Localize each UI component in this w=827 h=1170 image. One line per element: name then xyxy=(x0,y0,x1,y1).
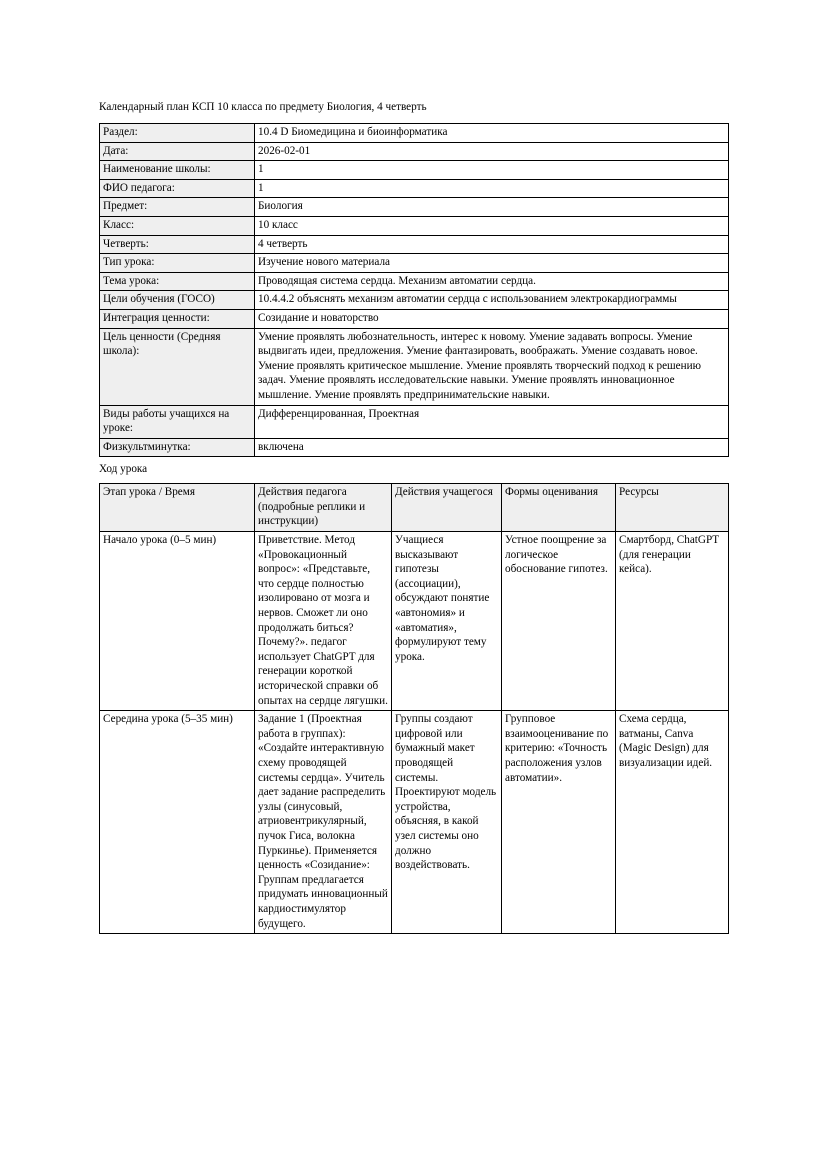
cell-teacher-actions: Задание 1 (Проектная работа в группах): «Создайте интерактивную схему проводящей системы сердца». Учитель дает задание распределить узлы (синусовый, атриовентрикулярный, пучок Гиса, волокна Пуркинье). Применяется ценность «Созидание»: Группам предлагается придумать инновационный кардиостимулятор будущего. xyxy=(255,711,392,934)
document-content xyxy=(99,100,728,934)
cell-assessment: Устное поощрение за логическое обоснование гипотез. xyxy=(502,532,616,711)
info-value: 4 четверть xyxy=(255,235,729,254)
info-label: Раздел: xyxy=(100,124,255,143)
info-label: ФИО педагога: xyxy=(100,179,255,198)
table-row xyxy=(100,161,729,180)
info-value: Биология xyxy=(255,198,729,217)
lesson-info-table xyxy=(99,123,729,457)
info-value: Умение проявлять любознательность, интерес к новому. Умение задавать вопросы. Умение выдвигать идеи, предложения. Умение фантазировать, воображать. Умение создавать новое. Умение проявлять критическое мышление. Умение проявлять творческий подход к решению задач. Умение проявлять исследовательские навыки. Умение проявлять инновационное мышление. Умение проявлять предпринимательские навыки. xyxy=(255,328,729,405)
table-row xyxy=(100,711,729,934)
table-row xyxy=(100,328,729,405)
table-row xyxy=(100,272,729,291)
info-label: Цель ценности (Средняя школа): xyxy=(100,328,255,405)
info-label: Тип урока: xyxy=(100,254,255,273)
table-row xyxy=(100,438,729,457)
column-header-resources: Ресурсы xyxy=(616,484,729,532)
table-row xyxy=(100,216,729,235)
table-row xyxy=(100,291,729,310)
cell-stage: Начало урока (0–5 мин) xyxy=(100,532,255,711)
info-value: Изучение нового материала xyxy=(255,254,729,273)
table-row xyxy=(100,235,729,254)
cell-student-actions: Группы создают цифровой или бумажный макет проводящей системы. Проектируют модель устройства, объясняя, в какой узел системы оно должно воздействовать. xyxy=(392,711,502,934)
info-label: Виды работы учащихся на уроке: xyxy=(100,405,255,438)
table-row xyxy=(100,124,729,143)
page-title: Календарный план КСП 10 класса по предмету Биология, 4 четверть xyxy=(99,101,427,113)
info-value: 10.4 D Биомедицина и биоинформатика xyxy=(255,124,729,143)
info-label: Интеграция ценности: xyxy=(100,309,255,328)
cell-resources: Смартборд, ChatGPT (для генерации кейса). xyxy=(616,532,729,711)
lesson-course-table xyxy=(99,483,729,934)
info-value: Дифференцированная, Проектная xyxy=(255,405,729,438)
cell-student-actions: Учащиеся высказывают гипотезы (ассоциации), обсуждают понятие «автономия» и «автоматия», формулируют тему урока. xyxy=(392,532,502,711)
info-value: Созидание и новаторство xyxy=(255,309,729,328)
info-value: Проводящая система сердца. Механизм автоматии сердца. xyxy=(255,272,729,291)
info-value: 10 класс xyxy=(255,216,729,235)
column-header-stage: Этап урока / Время xyxy=(100,484,255,532)
column-header-assessment: Формы оценивания xyxy=(502,484,616,532)
info-label: Физкультминутка: xyxy=(100,438,255,457)
info-value: 2026-02-01 xyxy=(255,142,729,161)
table-row xyxy=(100,405,729,438)
column-header-teacher-actions: Действия педагога (подробные реплики и инструкции) xyxy=(255,484,392,532)
cell-teacher-actions: Приветствие. Метод «Провокационный вопрос»: «Представьте, что сердце полностью изолировано от мозга и нервов. Сможет ли оно продолжать биться? Почему?». педагог использует ChatGPT для генерации короткой исторической справки об опытах на сердце лягушки. xyxy=(255,532,392,711)
info-value: 1 xyxy=(255,161,729,180)
table-row xyxy=(100,142,729,161)
lesson-info-body xyxy=(100,124,729,457)
info-label: Дата: xyxy=(100,142,255,161)
info-label: Класс: xyxy=(100,216,255,235)
cell-stage: Середина урока (5–35 мин) xyxy=(100,711,255,934)
info-value: включена xyxy=(255,438,729,457)
info-label: Тема урока: xyxy=(100,272,255,291)
table-row xyxy=(100,198,729,217)
table-row xyxy=(100,254,729,273)
info-value: 10.4.4.2 объяснять механизм автоматии сердца с использованием электрокардиограммы xyxy=(255,291,729,310)
info-label: Цели обучения (ГОСО) xyxy=(100,291,255,310)
course-section-label: Ход урока xyxy=(99,463,148,476)
course-table-head xyxy=(100,484,729,532)
column-header-student-actions: Действия учащегося xyxy=(392,484,502,532)
table-header-row xyxy=(100,484,729,532)
table-row xyxy=(100,179,729,198)
table-row xyxy=(100,309,729,328)
info-label: Наименование школы: xyxy=(100,161,255,180)
info-value: 1 xyxy=(255,179,729,198)
cell-resources: Схема сердца, ватманы, Canva (Magic Design) для визуализации идей. xyxy=(616,711,729,934)
info-label: Предмет: xyxy=(100,198,255,217)
table-row xyxy=(100,532,729,711)
cell-assessment: Групповое взаимооценивание по критерию: «Точность расположения узлов автоматии». xyxy=(502,711,616,934)
course-table-body xyxy=(100,532,729,934)
info-label: Четверть: xyxy=(100,235,255,254)
